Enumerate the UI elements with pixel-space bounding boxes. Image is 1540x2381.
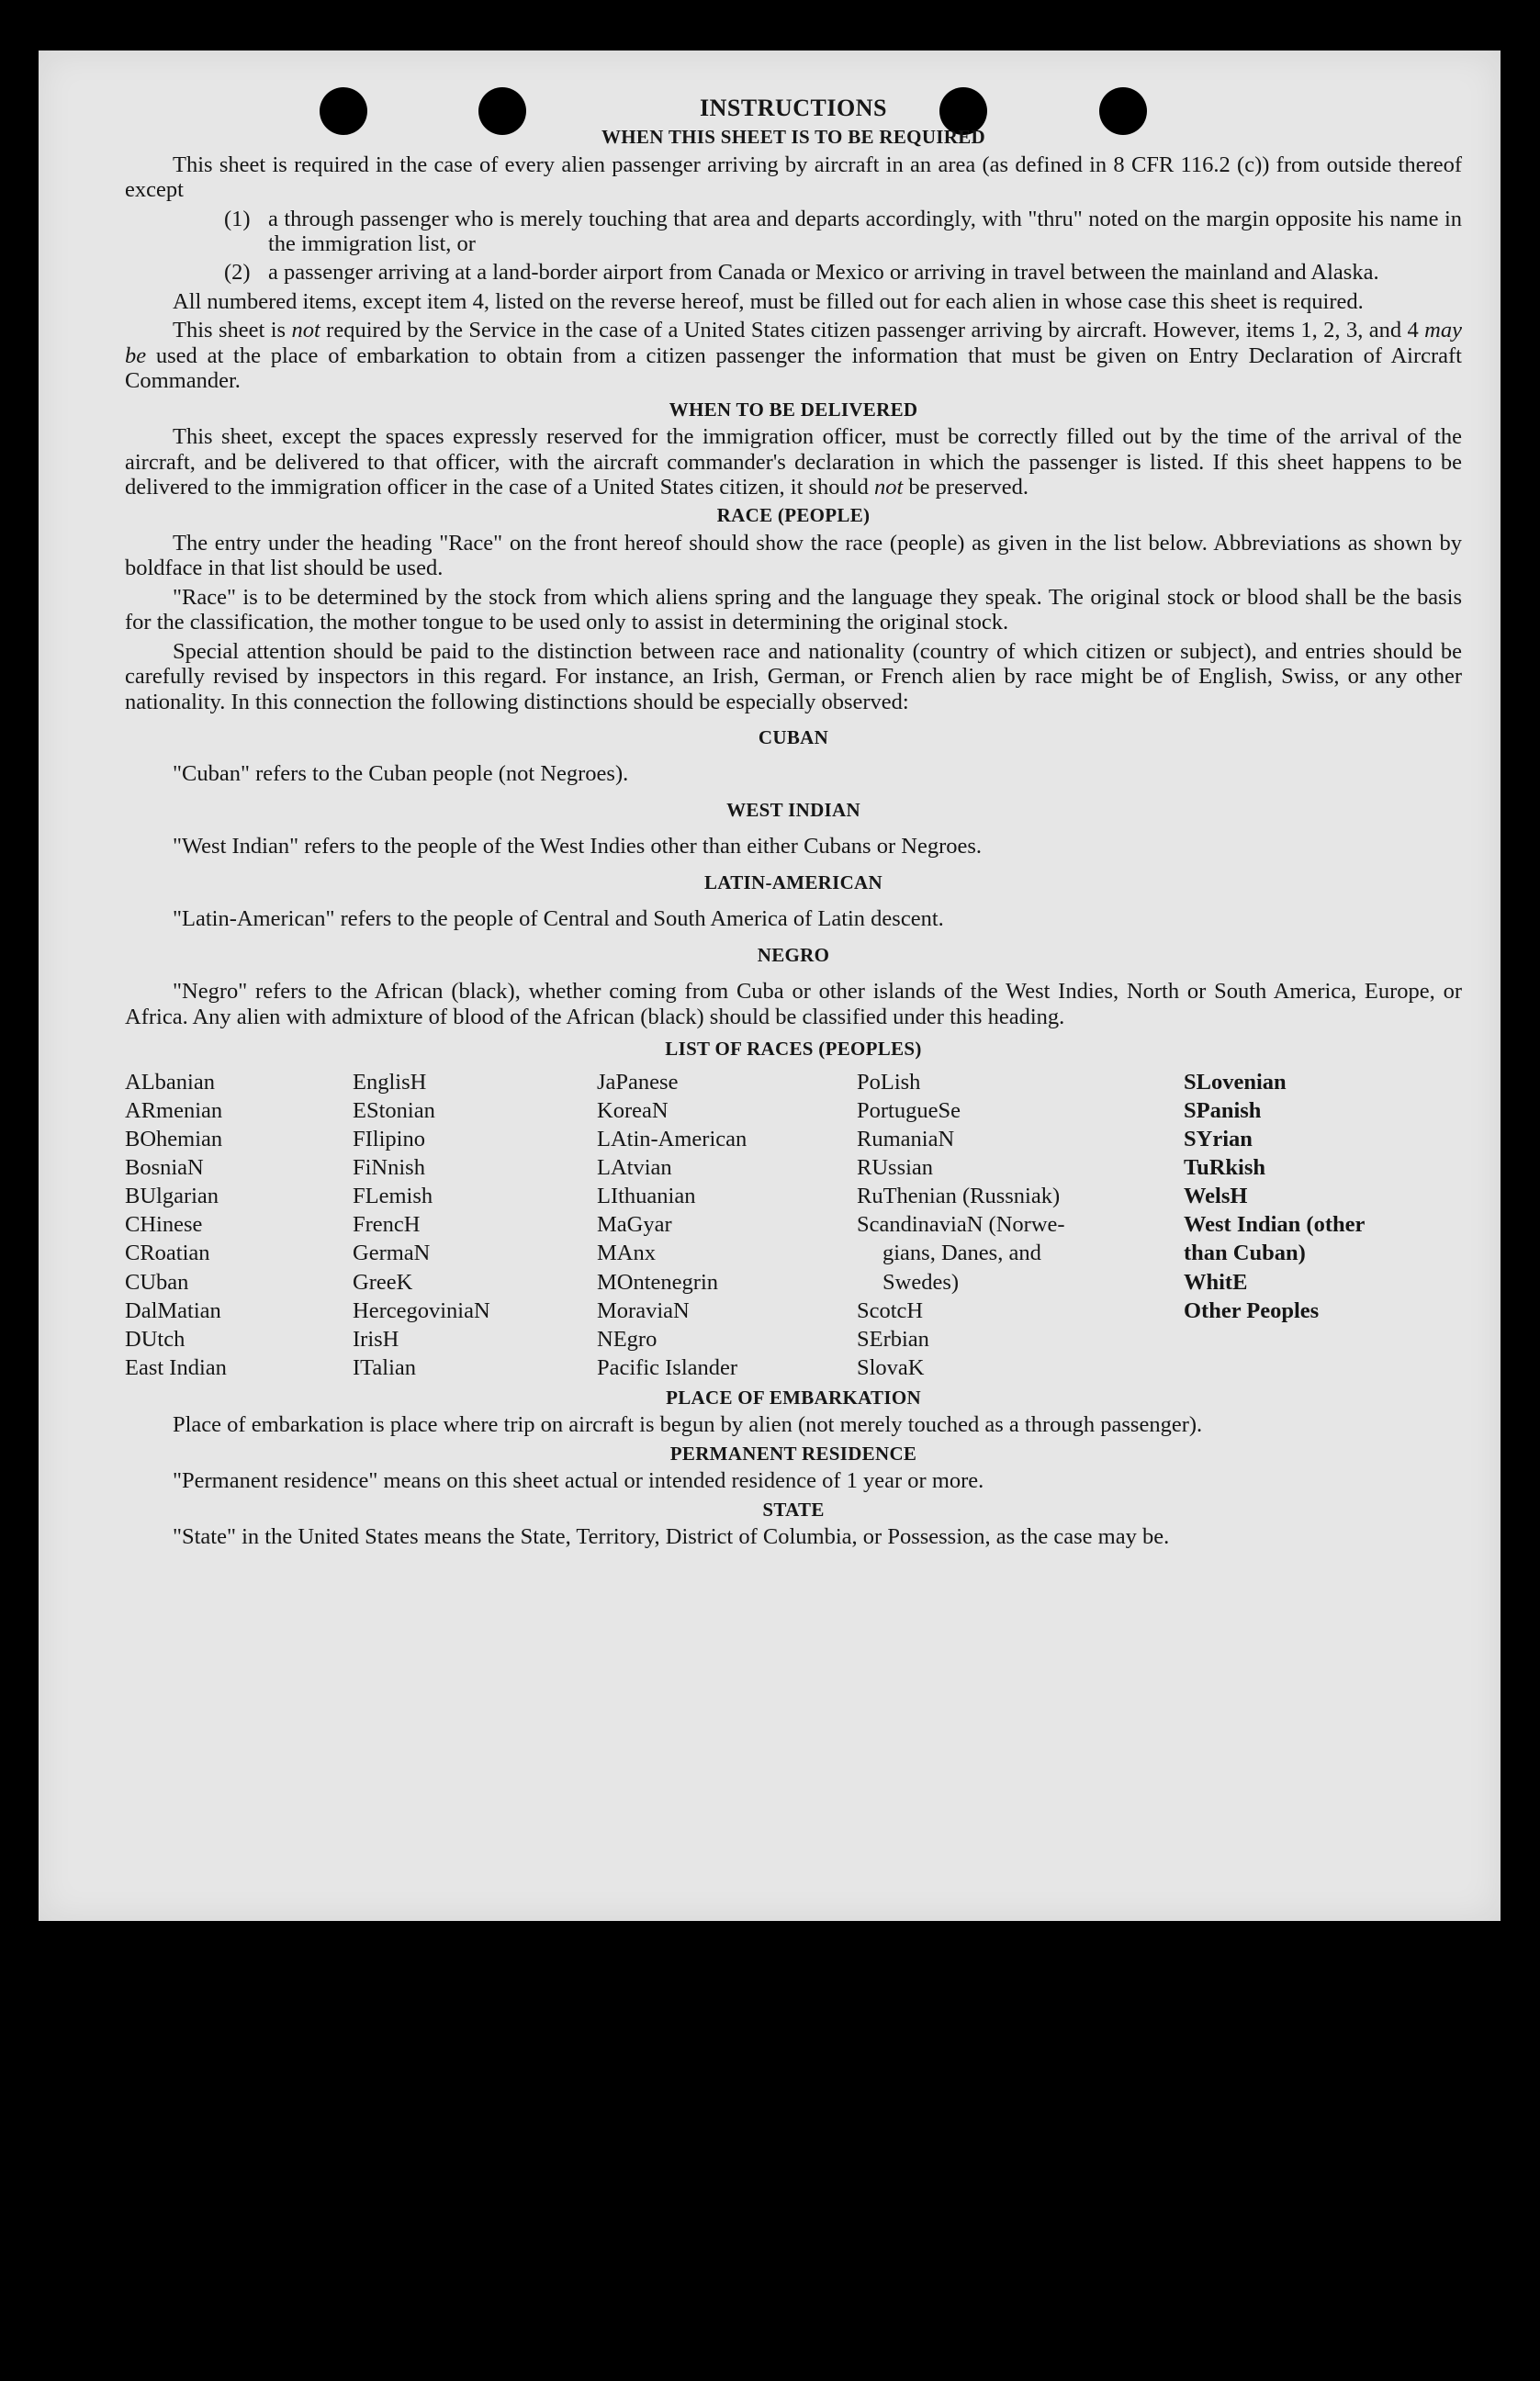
west-indian-paragraph: "West Indian" refers to the people of the West Indies other than either Cubans or Negroes. xyxy=(173,834,983,859)
race-entry: SYrian xyxy=(1184,1126,1253,1151)
race-entry: MAnx xyxy=(597,1241,656,1266)
race-entry: FrencH xyxy=(353,1212,421,1238)
race-paragraph-2: "Race" is to be determined by the stock from which aliens spring and the language they speak. The original stock or blood shall be the basis for the classification, the mother tongue to be used only to assist in determining the original stock. xyxy=(125,584,1462,635)
race-entry: EnglisH xyxy=(353,1069,427,1095)
race-entry: MOntenegrin xyxy=(597,1269,718,1295)
race-entry: gians, Danes, and xyxy=(882,1241,1041,1266)
heading-list-of-races: LIST OF RACES (PEOPLES) xyxy=(665,1038,922,1061)
heading-when-delivered: WHEN TO BE DELIVERED xyxy=(669,398,918,421)
race-entry: Other Peoples xyxy=(1184,1297,1320,1323)
race-entry: RumaniaN xyxy=(857,1126,955,1151)
text-run: This sheet is xyxy=(173,318,292,343)
race-entry: CHinese xyxy=(125,1212,203,1238)
race-entry: West Indian (other xyxy=(1184,1212,1366,1238)
exception-item-1 xyxy=(125,207,1462,257)
race-entry: ScotcH xyxy=(857,1297,924,1323)
race-entry: ALbanian xyxy=(125,1069,215,1095)
race-entry: SlovaK xyxy=(857,1354,925,1380)
numbered-items-paragraph: All numbered items, except item 4, listed on the reverse hereof, must be filled out for each alien in whose case this sheet is required. xyxy=(173,288,1364,314)
race-entry: MaGyar xyxy=(597,1212,672,1238)
heading-west-indian: WEST INDIAN xyxy=(726,798,860,821)
race-entry: JaPanese xyxy=(597,1069,679,1095)
race-entry: IrisH xyxy=(353,1326,399,1352)
race-entry: DalMatian xyxy=(125,1297,221,1323)
text-run: This sheet, except the spaces expressly reserved for the immigration officer, must be correctly filled out by the time of the arrival of the aircraft, and be delivered to that officer, with the aircraft commander's declaration in which the passenger is listed. If this sheet happens to be delivered to the immigration officer in the case of a United States citizen, it should xyxy=(125,424,1462,500)
race-entry: RuThenian (Russniak) xyxy=(857,1184,1061,1209)
race-entry: GreeK xyxy=(353,1269,413,1295)
race-entry: GermaN xyxy=(353,1241,431,1266)
race-paragraph-1: The entry under the heading "Race" on the front hereof should show the race (people) as given in the list below. Abbreviations as shown by boldface in that list should be used. xyxy=(125,530,1462,581)
heading-negro: NEGRO xyxy=(757,943,830,966)
race-entry: EStonian xyxy=(353,1097,435,1123)
exception-number: (2) xyxy=(224,260,251,286)
race-entry: SLovenian xyxy=(1184,1069,1287,1095)
race-entry: East Indian xyxy=(125,1354,227,1380)
race-entry: ARmenian xyxy=(125,1097,223,1123)
race-entry: SPanish xyxy=(1184,1097,1262,1123)
negro-paragraph: "Negro" refers to the African (black), whether coming from Cuba or other islands of the West Indies, North or South America, Europe, or Africa. Any alien with admixture of blood of the African (black) should be classified under this heading. xyxy=(125,979,1462,1029)
instructions-content xyxy=(125,95,1462,1554)
exception-number: (1) xyxy=(224,206,251,231)
race-entry: RUssian xyxy=(857,1155,934,1181)
race-column-3 xyxy=(597,1068,857,1382)
race-entry: NEgro xyxy=(597,1326,658,1352)
embarkation-paragraph: Place of embarkation is place where trip on aircraft is begun by alien (not merely touched as a through passenger). xyxy=(173,1412,1203,1438)
race-entry: FiNnish xyxy=(353,1155,425,1181)
race-column-5 xyxy=(1184,1068,1459,1382)
text-run: used at the place of embarkation to obtain from a citizen passenger the information that must be given on Entry Declaration of Aircraft Commander. xyxy=(125,343,1462,394)
race-entry: FIlipino xyxy=(353,1126,425,1151)
race-column-2 xyxy=(353,1068,597,1382)
heading-when-required: WHEN THIS SHEET IS TO BE REQUIRED xyxy=(601,126,985,149)
race-entry: DUtch xyxy=(125,1326,185,1352)
heading-cuban: CUBAN xyxy=(758,725,829,748)
emphasis-may-be: may be xyxy=(125,318,1462,368)
race-entry: PoLish xyxy=(857,1069,921,1095)
heading-race: RACE (PEOPLE) xyxy=(716,504,871,527)
latin-american-paragraph: "Latin-American" refers to the people of Central and South America of Latin descent. xyxy=(173,906,944,932)
race-entry: MoraviaN xyxy=(597,1297,690,1323)
cuban-paragraph: "Cuban" refers to the Cuban people (not Negroes). xyxy=(173,761,629,787)
race-entry: WhitE xyxy=(1184,1269,1248,1295)
citizen-paragraph xyxy=(125,318,1462,393)
race-entry: ITalian xyxy=(353,1354,417,1380)
emphasis-not: not xyxy=(873,474,904,500)
text-run: required by the Service in the case of a United States citizen passenger arriving by aircraft. However, items 1, 2, 3, and 4 xyxy=(320,318,1425,343)
heading-place-of-embarkation: PLACE OF EMBARKATION xyxy=(666,1386,921,1409)
race-entry: CRoatian xyxy=(125,1241,210,1266)
required-intro: This sheet is required in the case of every alien passenger arriving by aircraft in an area (as defined in 8 CFR 116.2 (c)) from outside thereof except xyxy=(125,152,1462,203)
text-run: be preserved. xyxy=(903,474,1029,500)
race-entry: HercegoviniaN xyxy=(353,1297,490,1323)
race-entry: SErbian xyxy=(857,1326,929,1352)
emphasis-not: not xyxy=(291,318,320,343)
race-entry: BosniaN xyxy=(125,1155,204,1181)
state-paragraph: "State" in the United States means the State, Territory, District of Columbia, or Possession, as the case may be. xyxy=(173,1524,1170,1550)
race-entry: BUlgarian xyxy=(125,1184,219,1209)
heading-latin-american: LATIN-AMERICAN xyxy=(704,870,882,893)
race-column-1 xyxy=(125,1068,353,1382)
race-column-4 xyxy=(857,1068,1184,1382)
document-page xyxy=(39,51,1501,1921)
exception-item-2 xyxy=(125,260,1462,285)
race-entry: ScandinaviaN (Norwe- xyxy=(857,1212,1065,1238)
exception-text: a through passenger who is merely touching that area and departs accordingly, with "thru" noted on the margin opposite his name in the immigration list, or xyxy=(268,206,1462,256)
race-entry: TuRkish xyxy=(1184,1155,1266,1181)
race-entry: CUban xyxy=(125,1269,189,1295)
exception-text: a passenger arriving at a land-border airport from Canada or Mexico or arriving in travel between the mainland and Alaska. xyxy=(268,260,1379,286)
race-entry: Pacific Islander xyxy=(597,1354,738,1380)
heading-state: STATE xyxy=(762,1498,825,1521)
race-entry: LAtin-American xyxy=(597,1126,748,1151)
race-entry: KoreaN xyxy=(597,1097,669,1123)
race-entry: BOhemian xyxy=(125,1126,223,1151)
race-list xyxy=(125,1068,1462,1382)
race-entry: LAtvian xyxy=(597,1155,672,1181)
delivered-paragraph xyxy=(125,424,1462,500)
race-entry: FLemish xyxy=(353,1184,433,1209)
page-title: INSTRUCTIONS xyxy=(700,95,887,121)
race-entry: Swedes) xyxy=(882,1269,960,1295)
race-entry: LIthuanian xyxy=(597,1184,696,1209)
race-entry: than Cuban) xyxy=(1184,1241,1306,1266)
heading-permanent-residence: PERMANENT RESIDENCE xyxy=(669,1442,917,1465)
residence-paragraph: "Permanent residence" means on this sheet actual or intended residence of 1 year or more. xyxy=(173,1468,984,1494)
race-entry: WelsH xyxy=(1184,1184,1248,1209)
race-entry: PortugueSe xyxy=(857,1097,961,1123)
race-paragraph-3: Special attention should be paid to the distinction between race and nationality (country of which citizen or subject), and entries should be carefully revised by inspectors in this regard. For instance, an Irish, German, or French alien by race might be of English, Swiss, or any other nationality. In this connection the following distinctions should be especially observed: xyxy=(125,638,1462,714)
